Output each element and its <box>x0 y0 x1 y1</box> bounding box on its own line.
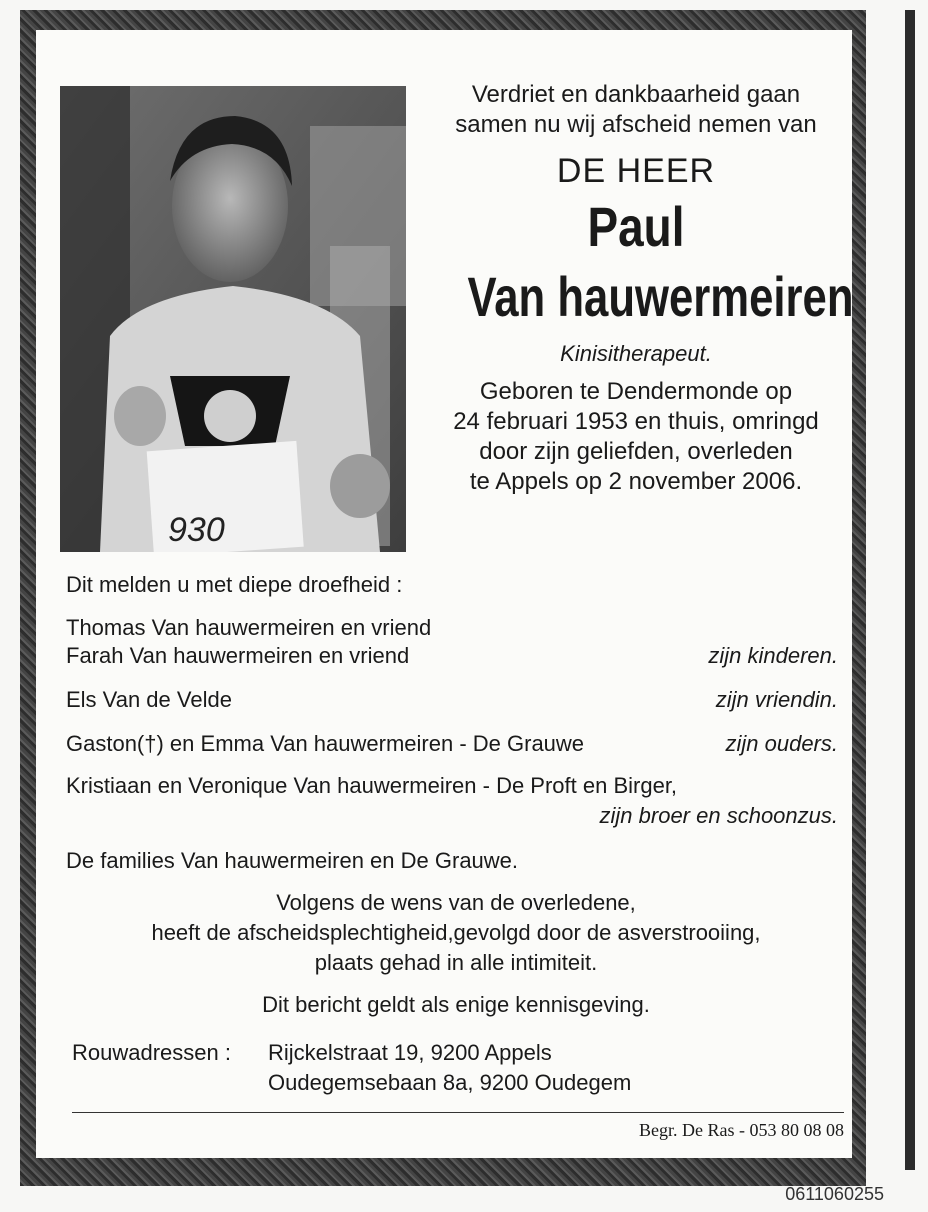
relative-role: zijn vriendin. <box>715 687 838 712</box>
header-block <box>420 80 852 497</box>
intro-line-1: Verdriet en dankbaarheid gaan <box>471 81 801 108</box>
notice-line: Dit bericht geldt als enige kennisgeving. <box>262 992 650 1017</box>
birth-death-info <box>420 377 852 497</box>
footer-divider <box>72 1112 844 1113</box>
portrait-photo <box>60 86 406 552</box>
relative-role: zijn ouders. <box>725 731 838 756</box>
birth-line-2: 24 februari 1953 en thuis, omringd <box>453 408 819 435</box>
wish-line-2: heeft de afscheidsplechtigheid,gevolgd door de asverstrooiing, <box>151 920 761 945</box>
address-1: Rijckelstraat 19, 9200 Appels <box>268 1040 552 1065</box>
address-2: Oudegemsebaan 8a, 9200 Oudegem <box>268 1070 632 1095</box>
relative-parents <box>66 730 838 758</box>
relative-name: Gaston(†) en Emma Van hauwermeiren - De Grauwe <box>66 731 585 756</box>
announcement: Dit melden u met diepe droefheid : <box>66 572 403 597</box>
birth-line-3: door zijn geliefden, overleden <box>479 438 793 465</box>
relative-name: Els Van de Velde <box>66 687 232 712</box>
relative-name: Farah Van hauwermeiren en vriend <box>66 643 410 668</box>
bib-number: 930 <box>168 511 225 549</box>
profession: Kinisitherapeut. <box>560 341 712 366</box>
relative-girlfriend <box>66 686 838 714</box>
families-line: De families Van hauwermeiren en De Grauwe. <box>66 848 519 873</box>
document-code: 0611060255 <box>785 1184 884 1204</box>
relative-children <box>66 614 838 670</box>
mourning-addresses <box>72 1038 631 1098</box>
intro-text <box>420 80 852 140</box>
relative-role: zijn broer en schoonzus. <box>599 803 838 828</box>
wish-paragraph <box>60 888 852 978</box>
page-edge <box>905 10 915 1170</box>
funeral-home-credit: Begr. De Ras - 053 80 08 08 <box>639 1120 844 1140</box>
birth-line-1: Geboren te Dendermonde op <box>479 378 793 405</box>
last-name: Van hauwermeiren <box>467 265 854 328</box>
relative-name: Thomas Van hauwermeiren en vriend <box>66 615 432 640</box>
addresses-label: Rouwadressen : <box>72 1040 231 1065</box>
wish-line-3: plaats gehad in alle intimiteit. <box>314 950 598 975</box>
honorific-title: DE HEER <box>556 152 716 190</box>
relative-siblings <box>66 772 838 830</box>
first-name: Paul <box>587 195 685 258</box>
relative-name: Kristiaan en Veronique Van hauwermeiren - De Proft en Birger, <box>66 773 678 798</box>
intro-line-2: samen nu wij afscheid nemen van <box>455 111 817 138</box>
relative-role: zijn kinderen. <box>708 643 838 668</box>
wish-line-1: Volgens de wens van de overledene, <box>276 890 636 915</box>
birth-line-4: te Appels op 2 november 2006. <box>469 468 803 495</box>
